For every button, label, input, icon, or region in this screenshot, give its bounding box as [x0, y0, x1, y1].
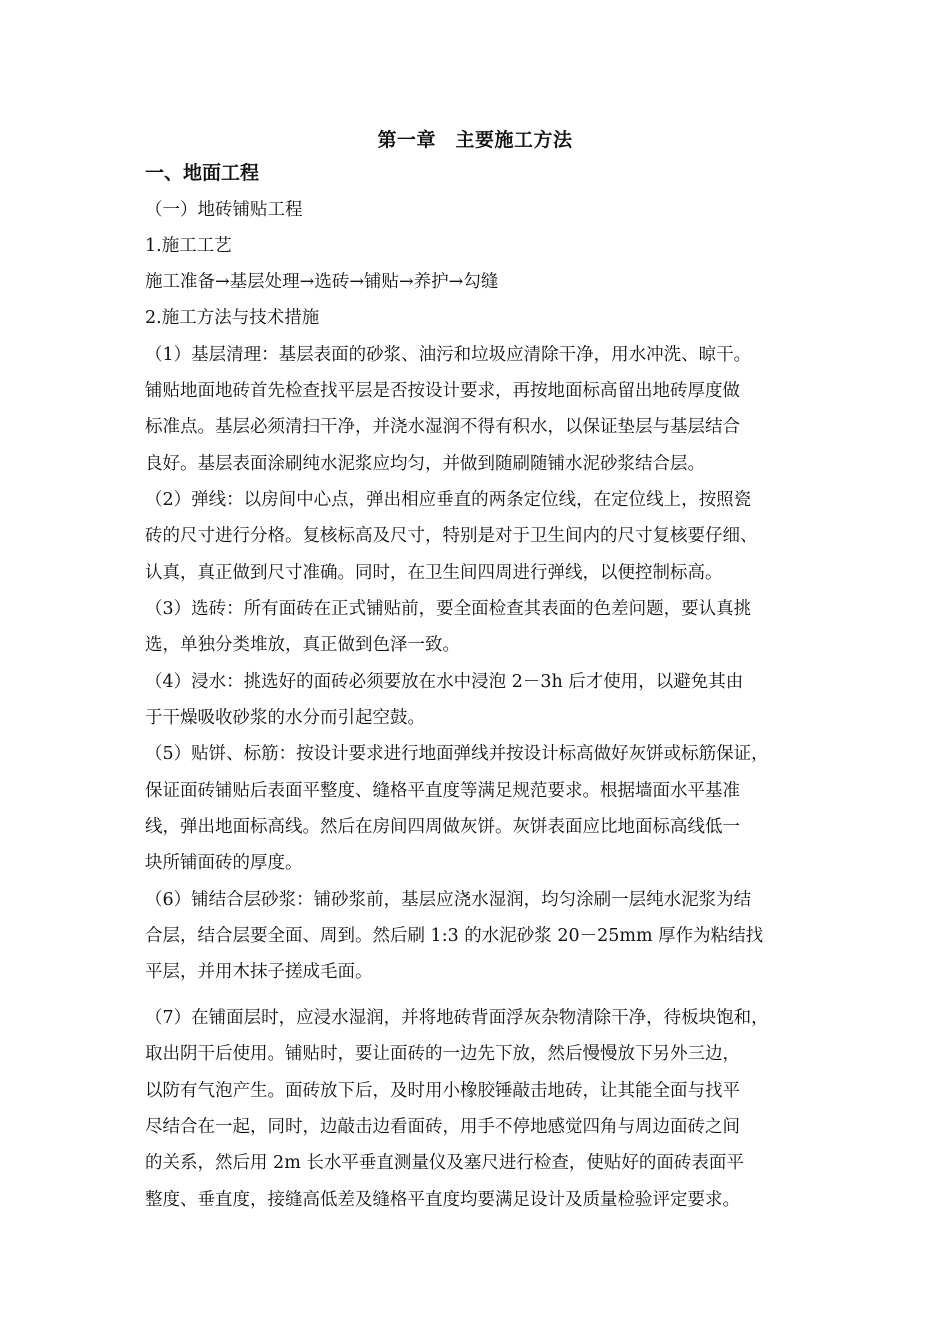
paragraph-line: 合层，结合层要全面、周到。然后刷 1:3 的水泥砂浆 20－25mm 厚作为粘结找	[145, 926, 764, 946]
paragraph-line: 砖的尺寸进行分格。复核标高及尺寸，特别是对于卫生间内的尺寸复核要仔细、	[145, 526, 758, 546]
paragraph-line: （5）贴饼、标筋：按设计要求进行地面弹线并按设计标高做好灰饼或标筋保证，	[145, 744, 769, 764]
paragraph-line: （7）在铺面层时，应浸水湿润，并将地砖背面浮灰杂物清除干净，待板块饱和，	[145, 1008, 769, 1028]
paragraph-line: 尽结合在一起，同时，边敲击边看面砖，用手不停地感觉四角与周边面砖之间	[145, 1117, 740, 1137]
paragraph-line: 平层，并用木抹子搓成毛面。	[145, 962, 373, 982]
chapter-title: 第一章 主要施工方法	[377, 129, 573, 151]
paragraph-line: （1）基层清理：基层表面的砂浆、油污和垃圾应清除干净，用水冲洗、晾干。	[145, 345, 752, 365]
process-flow-line: 施工准备→基层处理→选砖→铺贴→养护→勾缝	[145, 272, 499, 292]
paragraph-line: 保证面砖铺贴后表面平整度、缝格平直度等满足规范要求。根据墙面水平基准	[145, 781, 740, 801]
section-heading: 一、地面工程	[145, 162, 260, 184]
paragraph-line: 铺贴地面地砖首先检查找平层是否按设计要求，再按地面标高留出地砖厚度做	[145, 381, 740, 401]
paragraph-line: 标准点。基层必须清扫干净，并浇水湿润不得有积水，以保证垫层与基层结合	[145, 417, 740, 437]
paragraph-line: 良好。基层表面涂刷纯水泥浆应均匀，并做到随刷随铺水泥砂浆结合层。	[145, 454, 705, 474]
paragraph-line: 认真，真正做到尺寸准确。同时，在卫生间四周进行弹线，以便控制标高。	[145, 563, 723, 583]
paragraph-line: 整度、垂直度，接缝高低差及缝格平直度均要满足设计及质量检验评定要求。	[145, 1190, 740, 1210]
paragraph-line: （3）选砖：所有面砖在正式铺贴前，要全面检查其表面的色差问题，要认真挑	[145, 599, 752, 619]
subsection-heading: （一）地砖铺贴工程	[145, 200, 303, 220]
item-heading: 2.施工方法与技术措施	[145, 308, 320, 328]
paragraph-line: （4）浸水：挑选好的面砖必须要放在水中浸泡 2－3h 后才使用，以避免其由	[145, 672, 744, 692]
paragraph-line: （6）铺结合层砂浆：铺砂浆前，基层应浇水湿润，均匀涂刷一层纯水泥浆为结	[145, 890, 752, 910]
paragraph-line: 以防有气泡产生。面砖放下后，及时用小橡胶锤敲击地砖，让其能全面与找平	[145, 1081, 740, 1101]
item-heading: 1.施工工艺	[145, 236, 232, 256]
paragraph-line: 取出阴干后使用。铺贴时，要让面砖的一边先下放，然后慢慢放下另外三边，	[145, 1044, 740, 1064]
paragraph-line: 块所铺面砖的厚度。	[145, 853, 303, 873]
paragraph-line: 线，弹出地面标高线。然后在房间四周做灰饼。灰饼表面应比地面标高线低一	[145, 817, 740, 837]
paragraph-line: 的关系，然后用 2m 长水平垂直测量仪及塞尺进行检查，使贴好的面砖表面平	[145, 1153, 744, 1173]
paragraph-line: 于干燥吸收砂浆的水分而引起空鼓。	[145, 708, 425, 728]
paragraph-line: 选，单独分类堆放，真正做到色泽一致。	[145, 635, 460, 655]
paragraph-line: （2）弹线：以房间中心点，弹出相应垂直的两条定位线，在定位线上，按照瓷	[145, 490, 752, 510]
